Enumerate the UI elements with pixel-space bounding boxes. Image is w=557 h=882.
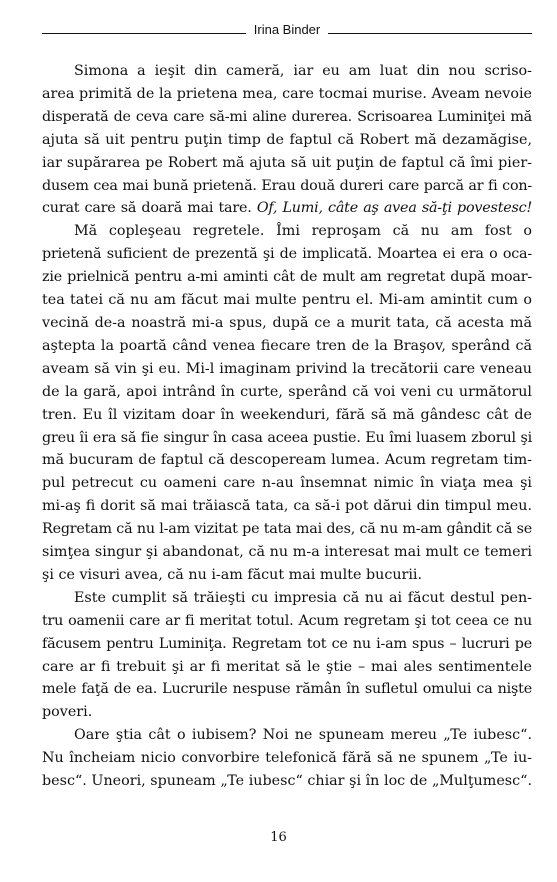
text-line: tru oamenii care ar fi meritat totul. Acum regretam şi tot ceea ce nu — [42, 612, 532, 629]
paragraph — [42, 60, 532, 220]
text-line: area primită de la prietena mea, care tocmai murise. Aveam nevoie — [42, 85, 532, 102]
text-line: zie prielnică pentru a-mi aminti cât de mult am regretat după moar- — [42, 269, 532, 286]
text-line: pul petrecut cu oameni care n-au însemnat nimic în viaţa mea şi — [42, 475, 532, 492]
italic-text-run: Of, Lumi, câte aş avea să-ţi povestesc! — [256, 200, 532, 217]
text-line: Simona a ieşit din cameră, iar eu am luat din nou scriso- — [74, 63, 532, 79]
text-line — [42, 197, 532, 220]
body-text — [42, 60, 532, 793]
text-line: poveri. — [42, 704, 93, 721]
text-line: mele faţă de ea. Lucrurile nespuse rămân în sufletul omului ca nişte — [42, 681, 532, 698]
text-line: Oare ştia cât o iubisem? Noi ne spuneam mereu „Te iubesc“. — [74, 727, 532, 744]
text-line: Mă copleşeau regretele. Îmi reproşam că nu am fost o — [74, 223, 532, 240]
text-line: care ar fi trebuit şi ar fi meritat să le ştie – mai ales sentimentele — [42, 658, 532, 675]
text-line: greu îi era să fie singur în casa aceea pustie. Eu îmi luasem zborul şi — [42, 429, 532, 446]
text-line: mi-aş fi dorit să mai trăiască tata, ca să-i pot dărui din timpul meu. — [42, 498, 532, 515]
text-run: curat care să doară mai tare. — [42, 200, 257, 217]
paragraph — [42, 724, 532, 793]
text-line: ajuta să uit pentru puţin timp de faptul că Robert mă dezamăgise, — [42, 131, 532, 148]
text-line: tren. Eu îl vizitam doar în weekenduri, fără să mă gândesc cât de — [42, 406, 532, 423]
text-line: de la gară, apoi intrând în curte, sperând că voi veni cu următorul — [42, 383, 532, 400]
text-line: Regretam că nu l-am vizitat pe tata mai des, că nu m-am gândit că se — [42, 521, 532, 538]
text-line: Nu încheiam nicio convorbire telefonică fără să ne spunem „Te iu- — [42, 750, 532, 767]
header-author: Irina Binder — [253, 21, 321, 37]
running-header — [42, 16, 532, 42]
text-line: vecină de-a noastră mi-a spus, după ce a murit tata, că acesta mă — [42, 314, 532, 331]
text-line: Este cumplit să trăieşti cu impresia că nu ai făcut destul pen- — [74, 589, 532, 606]
header-rule-right — [328, 33, 532, 34]
text-line: simţea singur şi abandonat, că nu m-a interesat mai mult ce temeri — [42, 544, 532, 561]
text-line: prietenă suficient de prezentă şi de implicată. Moartea ei era o oca- — [42, 246, 532, 263]
text-line: făcusem pentru Luminiţa. Regretam tot ce nu i-am spus – lucruri pe — [42, 635, 532, 652]
text-line: iar supărarea pe Robert mă ajuta să uit puţin de faptul că îmi pier- — [42, 154, 532, 171]
paragraph — [42, 220, 532, 587]
text-line: dusem cea mai bună prietenă. Erau două dureri care parcă ar fi con- — [42, 177, 532, 194]
text-line: tea tatei că nu am făcut mai multe pentru el. Mi-am amintit cum o — [42, 292, 532, 309]
paragraph — [42, 587, 532, 724]
text-line: besc“. Uneori, spuneam „Te iubesc“ chiar şi în loc de „Mulţumesc“. — [42, 773, 532, 790]
text-line: disperată de ceva care să-mi aline durerea. Scrisoarea Luminiţei mă — [42, 108, 532, 125]
header-rule-left — [42, 33, 246, 34]
text-line: aştepta la poartă când venea fiecare tren de la Braşov, sperând că — [42, 337, 532, 354]
text-line: aveam să vin şi eu. Mi-l imaginam privind la trecătorii care veneau — [42, 360, 532, 377]
page-number: 16 — [270, 830, 287, 845]
text-line: mă bucuram de faptul că descopeream lumea. Acum regretam tim- — [42, 452, 532, 469]
text-line: şi ce visuri avea, că nu i-am făcut mai multe bucurii. — [42, 566, 423, 583]
